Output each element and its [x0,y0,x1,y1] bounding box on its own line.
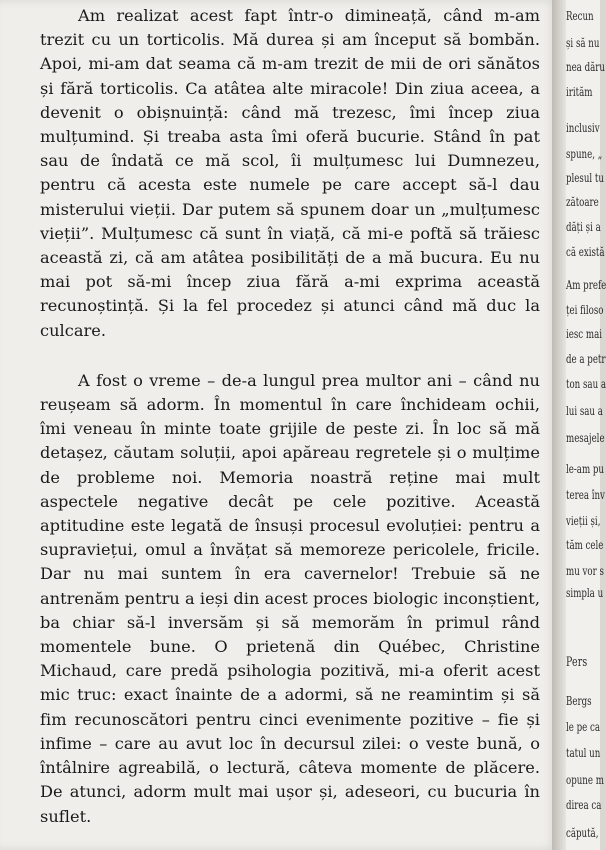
next-page-line: că există [566,245,605,259]
next-page-line: tatul un [566,746,601,760]
next-page-line: Am prefe [566,278,606,292]
next-page-line: terea înv [566,488,605,502]
next-page-line: ței filoso [566,303,604,317]
next-page-line: simpla u [566,586,604,600]
next-page-line: le-am pu [566,462,604,476]
next-page-line: de a petr [566,352,606,366]
next-page-line: dăți și a [566,220,601,234]
next-page-line: spune, „ [566,147,603,161]
page-text [40,4,540,829]
paragraph-1: Am realizat acest fapt într-o dimineață, când m-am trezit cu un torticolis. Mă durea și am început să bombăn. Apoi, mi-am dat seama că m-am trezit de mii de ori sănătos și fără torticolis. Ca atâtea alte miracole! Din ziua aceea, a devenit o obișnuință: când mă trezesc, îmi încep ziua mulțumind. Și treaba asta îmi oferă bucurie. Stând în pat sau de îndată ce mă scol, îi mulțumesc lui Dumnezeu, pentru că acesta este numele pe care accept să-l dau misterului vieții. Dar putem să spunem doar un „mulțumesc vieții”. Mulțumesc că sunt în viață, că mi-e poftă să trăiesc această zi, că am atâtea posibilități de a mă bucura. Eu nu mai pot să-mi încep ziua fără a-mi exprima această recunoștință. Și la fel procedez și atunci când mă duc la culcare. [40,6,540,340]
next-page-line: Bergs [566,694,592,708]
paragraph-2: A fost o vreme – de-a lungul prea multor ani – când nu reușeam să adorm. În momentul în care închideam ochii, îmi veneau în minte toate grijile de peste zi. În loc să mă detașez, căutam soluții, apoi apăreau regretele și o mulțime de probleme noi. Memoria noastră reține mai mult aspectele negative decât pe cele pozitive. Această aptitudine este legată de însuși procesul evoluției: pentru a supraviețui, omul a învățat să memoreze pericolele, fricile. Dar nu mai suntem în era cavernelor! Trebuie să ne antrenăm pentru a ieși din acest proces biologic inconștient, ba chiar să-l inversăm și să memorăm în primul rând momentele bune. O prietenă din Québec, Christine Michaud, care predă psihologia pozitivă, mi-a oferit acest mic truc: exact înainte de a adormi, să ne reamintim și să fim recunoscători pentru cinci evenimente pozitive – fie și infime – care au avut loc în decursul zilei: o veste bună, o întâlnire agreabilă, o lectură, câteva momente de plăcere. De atunci, adorm mult mai ușor și, adeseori, cu bucuria în suflet. [40,370,540,826]
next-page-line: mu vor s [566,564,604,578]
next-page-line: inclusiv [566,121,600,135]
next-page-line: plesul tu [566,171,604,185]
next-page-line: iesc mai [566,327,603,341]
next-page-edge [566,0,606,850]
book-gutter [552,0,566,850]
next-page-line: Recun [566,9,594,23]
next-page-line: și să nu [566,36,600,50]
next-page-line: le pe ca [566,720,601,734]
next-page-line: tăm cele [566,538,604,552]
next-page-line: direa ca [566,798,602,812]
next-page-line: lui sau a [566,404,603,418]
next-page-line: irităm [566,85,593,99]
next-page-line: opune m [566,773,604,787]
next-page-line: vieții și, [566,514,601,528]
next-page-line: ton sau a [566,377,606,391]
next-page-heading: Pers [566,655,588,670]
next-page-line: mesajele [566,431,605,445]
next-page-line: zătoare [566,195,599,209]
next-page-line: nea dăru [566,60,605,74]
next-page-line: căpută, [566,826,599,840]
